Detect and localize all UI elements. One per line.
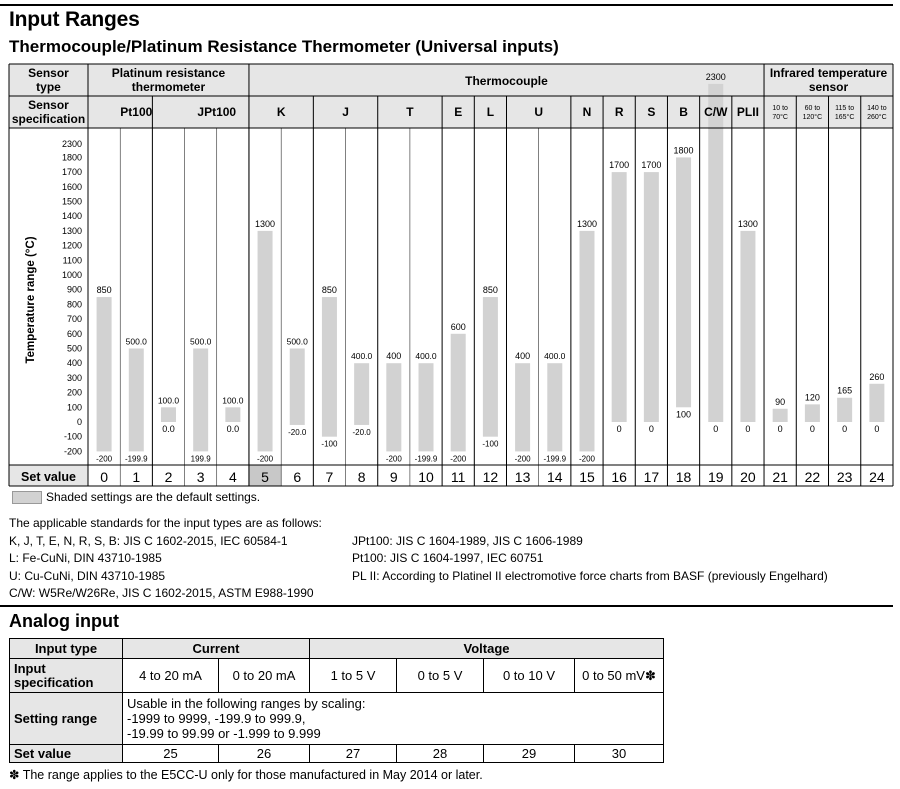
spec-label: T <box>406 105 414 119</box>
range-max-label: 90 <box>775 396 786 407</box>
range-min-label: 0 <box>713 424 719 434</box>
analog-input-table <box>9 638 664 763</box>
range-max-label: 1300 <box>255 218 276 229</box>
range-min-label: -20.0 <box>352 427 371 437</box>
set-value-label: 2 <box>164 469 173 485</box>
spec-cell: 0 to 5 V <box>397 659 484 693</box>
range-bar <box>515 363 530 451</box>
set-value-label: 7 <box>325 469 334 485</box>
sensor-type-label: Sensor <box>28 66 69 80</box>
set-value-label: 5 <box>261 469 269 485</box>
set-value-label: 11 <box>450 469 466 485</box>
range-max-label: 100.0 <box>222 395 244 406</box>
range-min-label: -200 <box>578 454 595 464</box>
y-tick-label: 200 <box>66 387 82 398</box>
range-min-label: -100 <box>321 439 338 449</box>
range-min-label: 0 <box>809 424 815 434</box>
range-max-label: 165 <box>837 385 853 396</box>
range-max-label: 260 <box>869 371 885 382</box>
analog-rule <box>0 605 893 607</box>
group-label: Infrared temperature <box>769 66 888 80</box>
spec-cell: 0 to 50 mV✽ <box>575 659 664 693</box>
ir-spec-label: 60 to <box>804 105 821 112</box>
range-bar <box>161 407 176 422</box>
range-max-label: 400 <box>515 351 531 362</box>
spec-label: PLII <box>736 105 759 119</box>
range-bar <box>258 231 273 452</box>
set-value-label: 22 <box>804 469 821 485</box>
range-bar <box>97 297 112 451</box>
range-bar <box>837 398 852 422</box>
range-bar <box>805 404 820 422</box>
y-tick-label: 1600 <box>61 181 82 192</box>
analog-set-value: 25 <box>123 745 219 763</box>
range-bar <box>483 297 498 437</box>
footnote: ✽ The range applies to the E5CC-U only for those manufactured in May 2014 or later. <box>9 768 483 782</box>
y-tick-label: 500 <box>66 343 82 354</box>
range-min-label: 0 <box>777 424 783 434</box>
set-value-label: 20 <box>740 469 756 485</box>
range-min-label: 0 <box>648 424 654 434</box>
standard-line: Pt100: JIS C 1604-1997, IEC 60751 <box>352 551 544 565</box>
y-tick-label: 600 <box>66 328 82 339</box>
range-min-label: 0 <box>616 424 622 434</box>
set-value-label: 0 <box>100 469 108 485</box>
range-min-label: -199.9 <box>124 454 148 464</box>
ir-spec-label: 165°C <box>834 114 855 121</box>
range-bar <box>869 384 884 422</box>
set-value-header: Set value <box>21 470 76 484</box>
y-tick-label: 1300 <box>61 225 82 236</box>
group-label: sensor <box>808 80 849 94</box>
y-tick-label: -200 <box>63 446 82 457</box>
range-min-label: -200 <box>257 454 274 464</box>
setting-range-text: Usable in the following ranges by scaling: -1999 to 9999, -199.9 to 999.9, -19.99 to 99.99 or -1.999 to 9.999 <box>123 693 664 745</box>
range-min-label: -200 <box>385 454 402 464</box>
range-bar <box>290 349 305 425</box>
legend-text: Shaded settings are the default settings. <box>46 490 261 504</box>
default-legend-swatch <box>12 491 42 504</box>
range-min-label: -200 <box>514 454 531 464</box>
input-spec-header: Input specification <box>10 659 123 693</box>
spec-label: Pt100 <box>120 105 153 119</box>
set-value-label: 13 <box>514 469 531 485</box>
y-tick-label: 1500 <box>61 196 82 207</box>
range-max-label: 1300 <box>576 218 597 229</box>
set-value-label: 1 <box>132 469 141 485</box>
set-value-label: 8 <box>357 469 366 485</box>
set-value-label: 10 <box>418 469 434 485</box>
y-tick-label: 700 <box>66 314 82 325</box>
voltage-header: Voltage <box>310 639 664 659</box>
range-min-label: 0.0 <box>226 424 240 434</box>
y-tick-label: 1200 <box>61 240 82 251</box>
current-header: Current <box>123 639 310 659</box>
ir-spec-label: 120°C <box>802 114 823 121</box>
ir-spec-label: 115 to <box>835 105 855 112</box>
range-min-label: 0 <box>874 424 880 434</box>
set-value-label: 21 <box>772 469 788 485</box>
range-max-label: 1300 <box>737 218 758 229</box>
set-value-label: 4 <box>228 469 237 485</box>
group-label: thermometer <box>131 80 206 94</box>
range-bar <box>386 363 401 451</box>
set-value-label: 15 <box>579 469 595 485</box>
analog-set-value: 29 <box>484 745 575 763</box>
spec-label: L <box>486 105 495 119</box>
range-max-label: 2300 <box>705 71 726 82</box>
range-bar <box>451 334 466 452</box>
analog-set-value: 26 <box>219 745 310 763</box>
y-tick-label: 400 <box>66 358 82 369</box>
spec-cell: 0 to 10 V <box>484 659 575 693</box>
set-value-label: 3 <box>196 469 205 485</box>
range-max-label: 1700 <box>609 160 630 171</box>
range-bar <box>225 407 240 422</box>
ir-spec-label: 10 to <box>772 105 788 112</box>
range-min-label: 0.0 <box>162 424 175 434</box>
sensor-spec-label: specification <box>11 112 86 126</box>
analog-set-value: 28 <box>397 745 484 763</box>
range-max-label: 400.0 <box>415 351 437 362</box>
range-bar <box>419 363 434 451</box>
y-tick-label: 0 <box>76 417 82 427</box>
standard-line: K, J, T, E, N, R, S, B: JIS C 1602-2015, IEC 60584-1 <box>9 534 288 548</box>
range-bar <box>193 349 208 452</box>
standard-line: L: Fe-CuNi, DIN 43710-1985 <box>9 551 162 565</box>
standard-line: C/W: W5Re/W26Re, JIS C 1602-2015, ASTM E988-1990 <box>9 586 314 600</box>
range-bar <box>322 297 337 437</box>
set-value-label: 16 <box>611 469 627 485</box>
spec-cell: 0 to 20 mA <box>219 659 310 693</box>
analog-set-value: 27 <box>310 745 397 763</box>
y-tick-label: 1000 <box>61 270 82 280</box>
spec-cell: 1 to 5 V <box>310 659 397 693</box>
spec-label: E <box>454 105 463 119</box>
sensor-type-label: type <box>36 80 61 94</box>
section-subtitle: Thermocouple/Platinum Resistance Thermometer (Universal inputs) <box>9 37 559 56</box>
range-min-label: -199.9 <box>414 454 438 464</box>
range-max-label: 600 <box>450 321 466 332</box>
group-label: Platinum resistance <box>111 66 226 80</box>
y-tick-label: -100 <box>63 431 82 442</box>
ir-spec-label: 140 to <box>867 105 887 112</box>
range-max-label: 850 <box>96 285 112 296</box>
sensor-spec-label: Sensor <box>28 98 69 112</box>
range-max-label: 850 <box>321 285 337 296</box>
set-value-label: 24 <box>869 469 885 485</box>
y-axis-label: Temperature range (°C) <box>25 236 37 364</box>
set-value-label: 6 <box>293 469 302 485</box>
y-tick-label: 1100 <box>62 255 82 266</box>
range-bar <box>612 172 627 422</box>
spec-label: B <box>679 105 688 119</box>
standards-intro: The applicable standards for the input types are as follows: <box>9 516 322 530</box>
range-max-label: 500.0 <box>190 336 212 347</box>
y-tick-label: 1800 <box>61 152 82 163</box>
range-max-label: 400.0 <box>350 351 373 362</box>
range-max-label: 400 <box>386 351 402 362</box>
range-bar <box>579 231 594 452</box>
spec-label: C/W <box>704 105 728 119</box>
standard-line: JPt100: JIS C 1604-1989, JIS C 1606-1989 <box>352 534 583 548</box>
range-min-label: -20.0 <box>288 427 307 437</box>
setting-range-header: Setting range <box>10 693 123 745</box>
ir-spec-label: 260°C <box>867 114 887 121</box>
range-bar <box>740 231 755 422</box>
group-label: Thermocouple <box>465 74 548 88</box>
analog-set-value-header: Set value <box>10 745 123 763</box>
set-value-label: 9 <box>389 469 398 485</box>
range-bar <box>547 363 562 451</box>
range-min-label: -200 <box>96 454 113 464</box>
set-value-label: 23 <box>836 469 853 485</box>
y-tick-label: 800 <box>66 299 82 310</box>
set-value-label: 18 <box>675 469 692 485</box>
range-max-label: 500.0 <box>286 336 308 347</box>
range-min-label: 199.9 <box>190 454 211 464</box>
range-max-label: 500.0 <box>125 336 147 347</box>
spec-label: J <box>342 105 349 119</box>
y-tick-label: 100 <box>66 402 82 413</box>
range-min-label: -100 <box>482 439 499 449</box>
range-min-label: 0 <box>745 424 751 434</box>
range-max-label: 400.0 <box>544 351 566 362</box>
range-min-label: -199.9 <box>543 454 567 464</box>
range-min-label: 0 <box>842 424 848 434</box>
spec-label: K <box>276 105 286 119</box>
range-bar <box>676 157 691 407</box>
analog-input-title: Analog input <box>9 611 119 631</box>
page-title: Input Ranges <box>9 8 140 31</box>
input-type-header: Input type <box>10 639 123 659</box>
y-tick-label: 300 <box>66 372 82 383</box>
set-value-label: 14 <box>546 469 563 485</box>
set-value-label: 19 <box>707 469 724 485</box>
set-value-label: 17 <box>643 469 660 485</box>
y-tick-label: 1400 <box>61 211 82 222</box>
range-max-label: 100.0 <box>157 395 180 406</box>
range-min-label: -200 <box>450 454 467 464</box>
range-max-label: 1700 <box>641 160 662 171</box>
spec-label: N <box>582 105 592 119</box>
spec-label: R <box>614 105 624 119</box>
spec-label: S <box>647 105 656 119</box>
spec-label: U <box>534 105 544 119</box>
y-tick-label: 2300 <box>61 139 82 149</box>
range-min-label: 100 <box>676 409 692 420</box>
y-tick-label: 900 <box>66 284 82 295</box>
range-bar <box>129 349 144 452</box>
range-max-label: 120 <box>804 392 820 403</box>
ir-spec-label: 70°C <box>772 114 788 121</box>
range-bar <box>773 409 788 422</box>
set-value-label: 12 <box>482 469 499 485</box>
analog-set-value: 30 <box>575 745 664 763</box>
spec-label: JPt100 <box>197 105 237 119</box>
standard-line: U: Cu-CuNi, DIN 43710-1985 <box>9 569 166 583</box>
range-bar <box>354 363 369 425</box>
range-max-label: 1800 <box>673 145 694 156</box>
y-tick-label: 1700 <box>61 167 82 178</box>
range-max-label: 850 <box>482 285 498 296</box>
spec-cell: 4 to 20 mA <box>123 659 219 693</box>
range-bar <box>644 172 659 422</box>
standard-line: PL II: According to Platinel II electromotive force charts from BASF (previously Engelhard) <box>352 569 828 583</box>
range-bar <box>708 84 723 422</box>
